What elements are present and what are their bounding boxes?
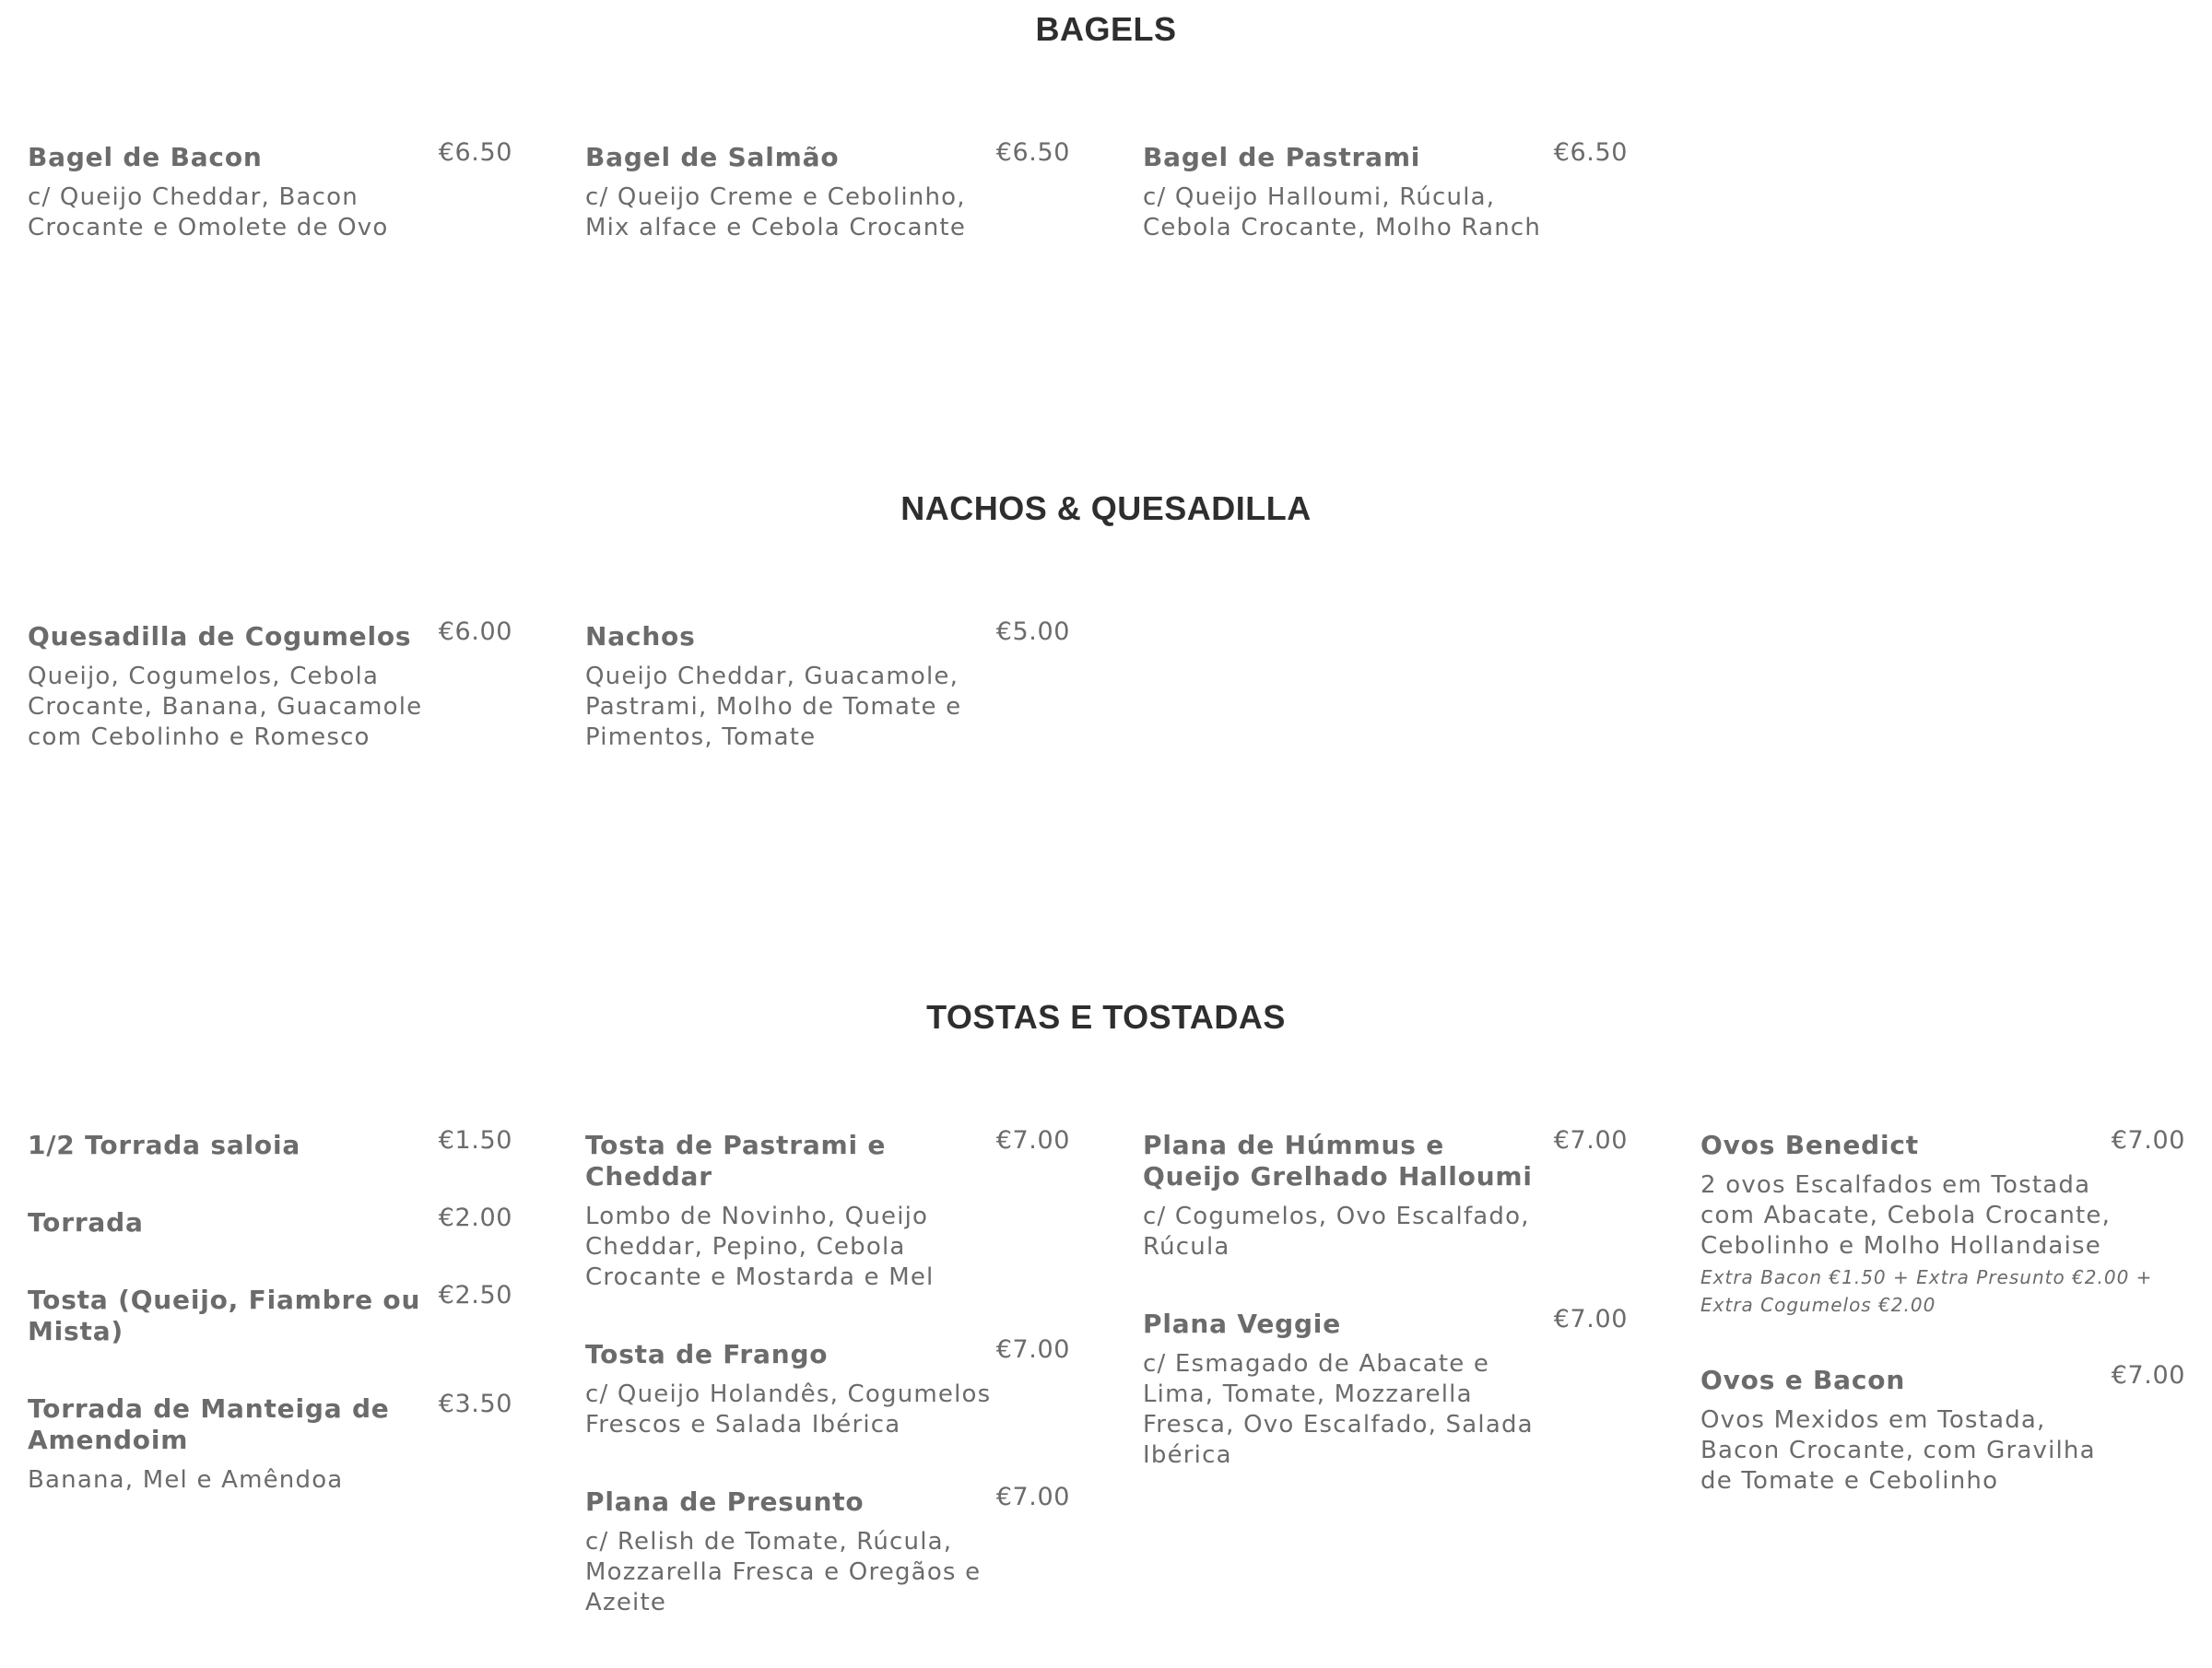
item-name: Tosta de Pastrami e Cheddar [585, 1130, 887, 1192]
item-price: €6.50 [1553, 138, 1628, 167]
item-price: €7.00 [1553, 1305, 1628, 1333]
item-name: Torrada de Manteiga de Amendoim [28, 1393, 390, 1455]
item-name: Ovos e Bacon [1700, 1365, 1906, 1395]
menu-column [1143, 1126, 1628, 1668]
item-price: €7.00 [1553, 1126, 1628, 1155]
menu-column [1143, 138, 1628, 293]
menu-grid-tostas-tostadas [28, 1126, 2185, 1668]
item-name: Bagel de Salmão [585, 142, 840, 172]
section-title-nachos-quesadilla: NACHOS & QUESADILLA [900, 489, 1312, 527]
item-name: Nachos [585, 621, 696, 652]
item-name: 1/2 Torrada saloia [28, 1130, 301, 1160]
menu-item [1143, 138, 1628, 243]
item-description: Queijo, Cogumelos, Cebola Crocante, Banana, Guacamole com Cebolinho e Romesco [28, 663, 423, 751]
menu-item [585, 1335, 1070, 1440]
item-name: Plana Veggie [1143, 1309, 1341, 1339]
item-description: c/ Esmagado de Abacate e Lima, Tomate, Mozzarella Fresca, Ovo Escalfado, Salada Ibérica [1143, 1350, 1534, 1469]
item-description: Lombo de Novinho, Queijo Cheddar, Pepino, Cebola Crocante e Mostarda e Mel [585, 1203, 935, 1291]
menu-column [28, 1126, 512, 1668]
item-price: €7.00 [995, 1483, 1070, 1511]
item-name: Bagel de Pastrami [1143, 142, 1421, 172]
item-description: Ovos Mexidos em Tostada, Bacon Crocante, com Gravilha de Tomate e Cebolinho [1700, 1406, 2096, 1495]
item-name: Ovos Benedict [1700, 1130, 1919, 1160]
item-price: €3.50 [438, 1390, 512, 1418]
item-description: c/ Queijo Halloumi, Rúcula, Cebola Crocante, Molho Ranch [1143, 183, 1542, 241]
item-name: Tosta (Queijo, Fiambre ou Mista) [28, 1285, 421, 1346]
section-title-bagels: BAGELS [1035, 10, 1177, 48]
item-price: €7.00 [2111, 1126, 2185, 1155]
item-name: Plana de Presunto [585, 1486, 865, 1517]
menu-grid-nachos-quesadilla [28, 617, 1070, 803]
item-description: 2 ovos Escalfados em Tostada com Abacate, Cebola Crocante, Cebolinho e Molho Hollandaise [1700, 1171, 2112, 1260]
item-price: €5.00 [995, 617, 1070, 646]
item-price: €7.00 [995, 1335, 1070, 1364]
item-price: €6.50 [995, 138, 1070, 167]
item-name: Quesadilla de Cogumelos [28, 621, 412, 652]
item-name: Bagel de Bacon [28, 142, 263, 172]
item-price: €2.50 [438, 1281, 512, 1310]
section-title-tostas-tostadas: TOSTAS E TOSTADAS [926, 998, 1286, 1036]
menu-item [585, 1126, 1070, 1293]
menu-item [28, 1204, 512, 1239]
menu-column [585, 1126, 1070, 1668]
menu-item [585, 617, 1070, 753]
menu-item [28, 617, 512, 753]
menu-column [28, 138, 512, 293]
item-extras-note: Extra Bacon €1.50 + Extra Presunto €2.00 + Extra Cogumelos €2.00 [1700, 1266, 2153, 1316]
item-price: €6.50 [438, 138, 512, 167]
menu-column [1700, 1126, 2185, 1668]
menu-item [28, 1281, 512, 1347]
menu-grid-bagels [28, 138, 1628, 293]
menu-item [1143, 1126, 1628, 1263]
item-name: Tosta de Frango [585, 1339, 829, 1369]
menu-item [1700, 1361, 2185, 1497]
menu-item [28, 1390, 512, 1496]
item-price: €2.00 [438, 1204, 512, 1232]
item-name: Plana de Húmmus e Queijo Grelhado Halloumi [1143, 1130, 1533, 1192]
item-description: c/ Queijo Holandês, Cogumelos Frescos e Salada Ibérica [585, 1380, 992, 1439]
menu-item [28, 1126, 512, 1161]
item-description: c/ Relish de Tomate, Rúcula, Mozzarella Fresca e Oregãos e Azeite [585, 1528, 982, 1616]
item-price: €1.50 [438, 1126, 512, 1155]
menu-item [28, 138, 512, 243]
menu-item [585, 138, 1070, 243]
item-description: c/ Queijo Creme e Cebolinho, Mix alface e Cebola Crocante [585, 183, 967, 241]
item-description: c/ Cogumelos, Ovo Escalfado, Rúcula [1143, 1203, 1530, 1261]
menu-column [28, 617, 512, 803]
item-name: Torrada [28, 1207, 144, 1238]
item-description: c/ Queijo Cheddar, Bacon Crocante e Omolete de Ovo [28, 183, 389, 241]
item-price: €7.00 [2111, 1361, 2185, 1390]
item-price: €7.00 [995, 1126, 1070, 1155]
item-description: Banana, Mel e Amêndoa [28, 1466, 344, 1494]
menu-item [585, 1483, 1070, 1618]
menu-item [1700, 1126, 2185, 1319]
menu-column [585, 617, 1070, 803]
item-price: €6.00 [438, 617, 512, 646]
menu-item [1143, 1305, 1628, 1471]
item-description: Queijo Cheddar, Guacamole, Pastrami, Molho de Tomate e Pimentos, Tomate [585, 663, 962, 751]
menu-column [585, 138, 1070, 293]
